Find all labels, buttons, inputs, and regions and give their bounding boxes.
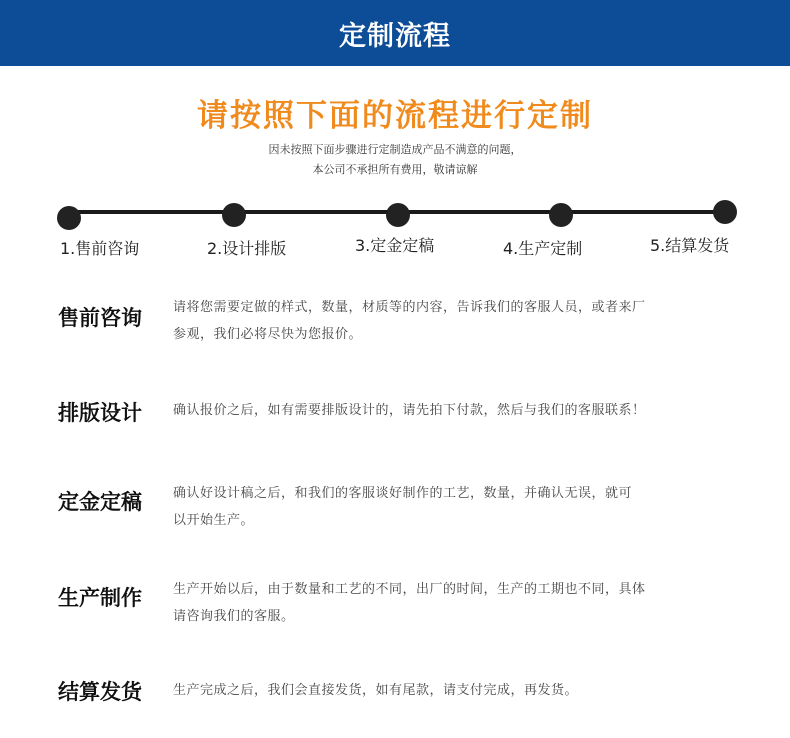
section-body-2	[173, 397, 753, 424]
header-banner	[0, 0, 790, 66]
timeline-dot-2	[222, 203, 246, 227]
section-3-line-2: 以开始生产。	[173, 513, 255, 528]
step-label-1: 1.售前咨询	[60, 239, 140, 258]
section-body-3	[173, 480, 753, 534]
timeline-dot-5	[713, 200, 737, 224]
process-heading: 请按照下面的流程进行定制	[197, 98, 593, 134]
section-1-line-2: 参观，我们必将尽快为您报价。	[173, 327, 363, 342]
section-body-1	[173, 294, 753, 348]
section-body-4	[173, 576, 753, 630]
section-body-5	[173, 677, 753, 704]
section-title-1: 售前咨询	[58, 306, 142, 330]
section-title-2: 排版设计	[58, 401, 142, 425]
timeline-dot-1	[57, 206, 81, 230]
section-4-line-2: 请咨询我们的客服。	[173, 609, 295, 624]
page-title: 定制流程	[339, 20, 451, 52]
step-label-2: 2.设计排版	[207, 239, 287, 258]
notice-line-2: 本公司不承担所有费用，敬请谅解	[312, 163, 478, 176]
section-title-4: 生产制作	[58, 586, 142, 610]
section-title-5: 结算发货	[58, 680, 142, 704]
section-2-line-1: 确认报价之后，如有需要排版设计的，请先拍下付款，然后与我们的客服联系！	[173, 403, 646, 418]
section-title-3: 定金定稿	[58, 490, 142, 514]
notice-line-1: 因未按照下面步骤进行定制造成产品不满意的问题，	[268, 143, 522, 156]
section-1-line-1: 请将您需要定做的样式，数量，材质等的内容，告诉我们的客服人员，或者来厂	[173, 300, 646, 315]
step-label-3: 3.定金定稿	[355, 236, 435, 255]
step-label-5: 5.结算发货	[650, 236, 730, 255]
section-3-line-1: 确认好设计稿之后，和我们的客服谈好制作的工艺，数量，并确认无误，就可	[173, 486, 633, 501]
step-label-4: 4.生产定制	[503, 239, 583, 258]
section-4-line-1: 生产开始以后，由于数量和工艺的不同，出厂的时间，生产的工期也不同，具体	[173, 582, 646, 597]
section-5-line-1: 生产完成之后，我们会直接发货，如有尾款，请支付完成，再发货。	[173, 683, 579, 698]
timeline-dot-3	[386, 203, 410, 227]
timeline-dot-4	[549, 203, 573, 227]
